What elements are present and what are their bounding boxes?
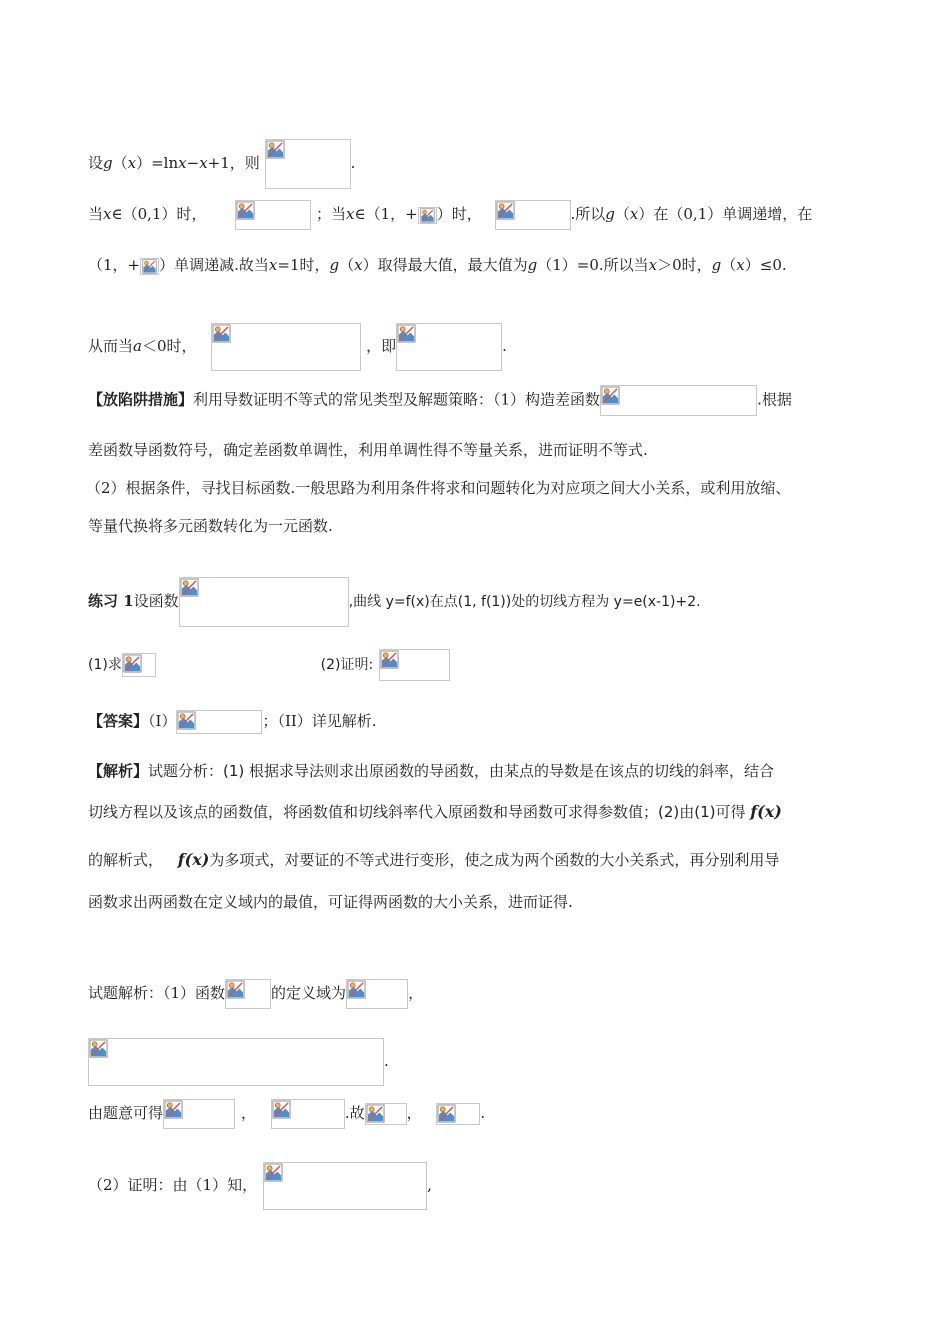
line-1: 设g（x）=lnx−x+1，则 . — [88, 139, 355, 189]
line-3: （1，+ ）单调递减.故当x=1时，g（x）取得最大值，最大值为g（1）=0.所以当x＞0时，g（x）≤0. — [88, 256, 787, 274]
formula-image — [225, 979, 271, 1009]
formula-image — [176, 710, 262, 734]
broken-image-icon — [164, 1100, 183, 1119]
broken-image-icon — [419, 208, 436, 223]
line-11: 【答案】（I） ；（II）详见解析. — [88, 710, 377, 734]
line-14: 的解析式， f(x)为多项式，对要证的不等式进行变形，使之成为两个函数的大小关系式，再分别利用导 — [88, 850, 780, 869]
broken-image-icon — [89, 1039, 108, 1058]
broken-image-icon — [272, 1100, 291, 1119]
broken-image-icon — [236, 201, 255, 220]
line-5: 【放陷阱措施】利用导数证明不等式的常见类型及解题策略：（1）构造差函数 .根据 — [88, 385, 792, 416]
broken-image-icon — [366, 1104, 385, 1123]
line-17: . — [88, 1038, 389, 1086]
formula-image — [495, 200, 571, 230]
math-fx: f(x) — [177, 850, 210, 869]
broken-image-icon — [496, 201, 515, 220]
formula-image — [436, 1103, 480, 1125]
formula-image — [379, 649, 450, 681]
formula-image — [122, 653, 156, 677]
line-10: (1)求 (2)证明: — [88, 649, 450, 681]
line-15: 函数求出两函数在定义域内的最值，可证得两函数的大小关系，进而证得. — [88, 893, 573, 911]
broken-image-icon — [123, 654, 142, 673]
formula-image — [211, 323, 361, 371]
formula-image — [271, 1099, 345, 1129]
line-6: 差函数导函数符号，确定差函数单调性，利用单调性得不等量关系，进而证明不等式. — [88, 441, 648, 459]
formula-image — [418, 207, 437, 224]
line-12: 【解析】试题分析：(1) 根据求导法则求出原函数的导函数，由某点的导数是在该点的切线的斜率，结合 — [88, 762, 775, 780]
formula-image — [265, 139, 351, 189]
formula-image — [600, 385, 757, 416]
broken-image-icon — [347, 980, 366, 999]
broken-image-icon — [601, 386, 620, 405]
line-19: （2）证明：由（1）知， , — [88, 1162, 432, 1210]
line-2: 当x∈（0,1）时， ；当x∈（1，+ ）时， .所以g（x）在（0,1）单调递增，在 — [88, 200, 812, 230]
broken-image-icon — [212, 324, 231, 343]
formula-image — [163, 1099, 235, 1129]
formula-image — [346, 979, 408, 1009]
line-4: 从而当a＜0时， ，即 . — [88, 323, 507, 371]
formula-image — [263, 1162, 427, 1210]
line-16: 试题解析：（1）函数 的定义域为 ， — [88, 979, 423, 1009]
formula-image — [179, 577, 349, 627]
line-13: 切线方程以及该点的函数值，将函数值和切线斜率代入原函数和导函数可求得参数值；(2)由(1)可得 f(x) — [88, 802, 782, 821]
formula-image — [396, 323, 502, 371]
line-18: 由题意可得 ， .故 ， . — [88, 1099, 485, 1129]
broken-image-icon — [226, 980, 245, 999]
formula-image — [235, 200, 311, 230]
line-7: （2）根据条件，寻找目标函数.一般思路为利用条件将求和问题转化为对应项之间大小关系，或利用放缩、 — [86, 479, 791, 497]
broken-image-icon — [141, 259, 158, 274]
formula-image — [88, 1038, 384, 1086]
broken-image-icon — [177, 711, 196, 730]
broken-image-icon — [397, 324, 416, 343]
formula-image — [365, 1103, 407, 1125]
broken-image-icon — [266, 140, 285, 159]
broken-image-icon — [180, 578, 199, 597]
formula-image — [140, 258, 159, 275]
line-8: 等量代换将多元函数转化为一元函数. — [88, 517, 333, 535]
broken-image-icon — [264, 1163, 283, 1182]
line-9: 练习 1设函数 ,曲线 y=f(x)在点(1, f(1))处的切线方程为 y=e(x-1)+2. — [88, 577, 701, 627]
math-fx: f(x) — [750, 802, 782, 821]
broken-image-icon — [380, 650, 399, 669]
broken-image-icon — [437, 1104, 456, 1123]
